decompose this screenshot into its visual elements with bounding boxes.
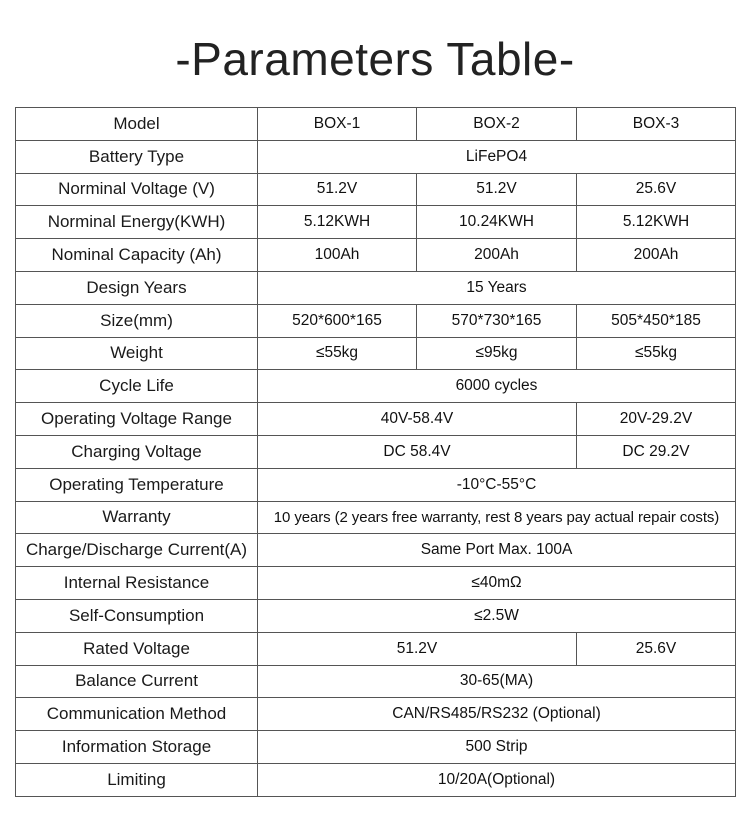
table-row bbox=[16, 108, 736, 141]
table-cell: DC 29.2V bbox=[577, 435, 736, 468]
page-title: -Parameters Table- bbox=[175, 33, 575, 85]
table-cell: 6000 cycles bbox=[258, 370, 736, 403]
parameters-table bbox=[15, 107, 736, 797]
table-cell: BOX-1 bbox=[258, 108, 417, 141]
row-label: Norminal Energy(KWH) bbox=[16, 206, 258, 239]
table-cell: ≤55kg bbox=[577, 337, 736, 370]
row-label: Operating Voltage Range bbox=[16, 403, 258, 436]
table-row bbox=[16, 468, 736, 501]
table-row bbox=[16, 501, 736, 534]
table-row bbox=[16, 665, 736, 698]
table-row bbox=[16, 206, 736, 239]
row-label: Charge/Discharge Current(A) bbox=[16, 534, 258, 567]
table-cell: 570*730*165 bbox=[417, 304, 577, 337]
table-row bbox=[16, 567, 736, 600]
table-cell: ≤95kg bbox=[417, 337, 577, 370]
table-cell: 500 Strip bbox=[258, 731, 736, 764]
table-cell: BOX-3 bbox=[577, 108, 736, 141]
table-cell: 100Ah bbox=[258, 239, 417, 272]
table-cell: ≤2.5W bbox=[258, 599, 736, 632]
table-row bbox=[16, 173, 736, 206]
row-label: Internal Resistance bbox=[16, 567, 258, 600]
row-label: Balance Current bbox=[16, 665, 258, 698]
row-label: Self-Consumption bbox=[16, 599, 258, 632]
table-cell: 51.2V bbox=[417, 173, 577, 206]
table-row bbox=[16, 599, 736, 632]
table-cell: -10°C-55°C bbox=[258, 468, 736, 501]
row-label: Norminal Voltage (V) bbox=[16, 173, 258, 206]
table-cell: 10 years (2 years free warranty, rest 8 years pay actual repair costs) bbox=[258, 501, 736, 534]
table-cell: 51.2V bbox=[258, 632, 577, 665]
table-cell: DC 58.4V bbox=[258, 435, 577, 468]
row-label: Warranty bbox=[16, 501, 258, 534]
row-label: Cycle Life bbox=[16, 370, 258, 403]
table-row bbox=[16, 763, 736, 796]
table-row bbox=[16, 698, 736, 731]
table-cell: 505*450*185 bbox=[577, 304, 736, 337]
table-cell: 25.6V bbox=[577, 632, 736, 665]
row-label: Battery Type bbox=[16, 140, 258, 173]
row-label: Information Storage bbox=[16, 731, 258, 764]
table-cell: 520*600*165 bbox=[258, 304, 417, 337]
row-label: Design Years bbox=[16, 271, 258, 304]
table-cell: 15 Years bbox=[258, 271, 736, 304]
table-row bbox=[16, 731, 736, 764]
table-cell: BOX-2 bbox=[417, 108, 577, 141]
table-row bbox=[16, 534, 736, 567]
table-row bbox=[16, 304, 736, 337]
parameters-table-body bbox=[16, 108, 736, 797]
row-label: Communication Method bbox=[16, 698, 258, 731]
table-cell: 200Ah bbox=[577, 239, 736, 272]
table-row bbox=[16, 370, 736, 403]
table-cell: 30-65(MA) bbox=[258, 665, 736, 698]
table-cell: Same Port Max. 100A bbox=[258, 534, 736, 567]
table-row bbox=[16, 403, 736, 436]
row-label: Charging Voltage bbox=[16, 435, 258, 468]
table-cell: 5.12KWH bbox=[258, 206, 417, 239]
table-row bbox=[16, 337, 736, 370]
row-label: Rated Voltage bbox=[16, 632, 258, 665]
table-row bbox=[16, 435, 736, 468]
table-cell: 40V-58.4V bbox=[258, 403, 577, 436]
table-cell: 200Ah bbox=[417, 239, 577, 272]
table-cell: 10.24KWH bbox=[417, 206, 577, 239]
table-row bbox=[16, 271, 736, 304]
table-row bbox=[16, 239, 736, 272]
table-cell: LiFePO4 bbox=[258, 140, 736, 173]
table-cell: CAN/RS485/RS232 (Optional) bbox=[258, 698, 736, 731]
row-label: Operating Temperature bbox=[16, 468, 258, 501]
row-label: Size(mm) bbox=[16, 304, 258, 337]
row-label: Nominal Capacity (Ah) bbox=[16, 239, 258, 272]
row-label: Limiting bbox=[16, 763, 258, 796]
table-cell: ≤55kg bbox=[258, 337, 417, 370]
table-row bbox=[16, 632, 736, 665]
row-label: Weight bbox=[16, 337, 258, 370]
table-row bbox=[16, 140, 736, 173]
table-cell: 5.12KWH bbox=[577, 206, 736, 239]
table-cell: 25.6V bbox=[577, 173, 736, 206]
row-label: Model bbox=[16, 108, 258, 141]
table-cell: 20V-29.2V bbox=[577, 403, 736, 436]
table-cell: ≤40mΩ bbox=[258, 567, 736, 600]
table-cell: 10/20A(Optional) bbox=[258, 763, 736, 796]
table-cell: 51.2V bbox=[258, 173, 417, 206]
